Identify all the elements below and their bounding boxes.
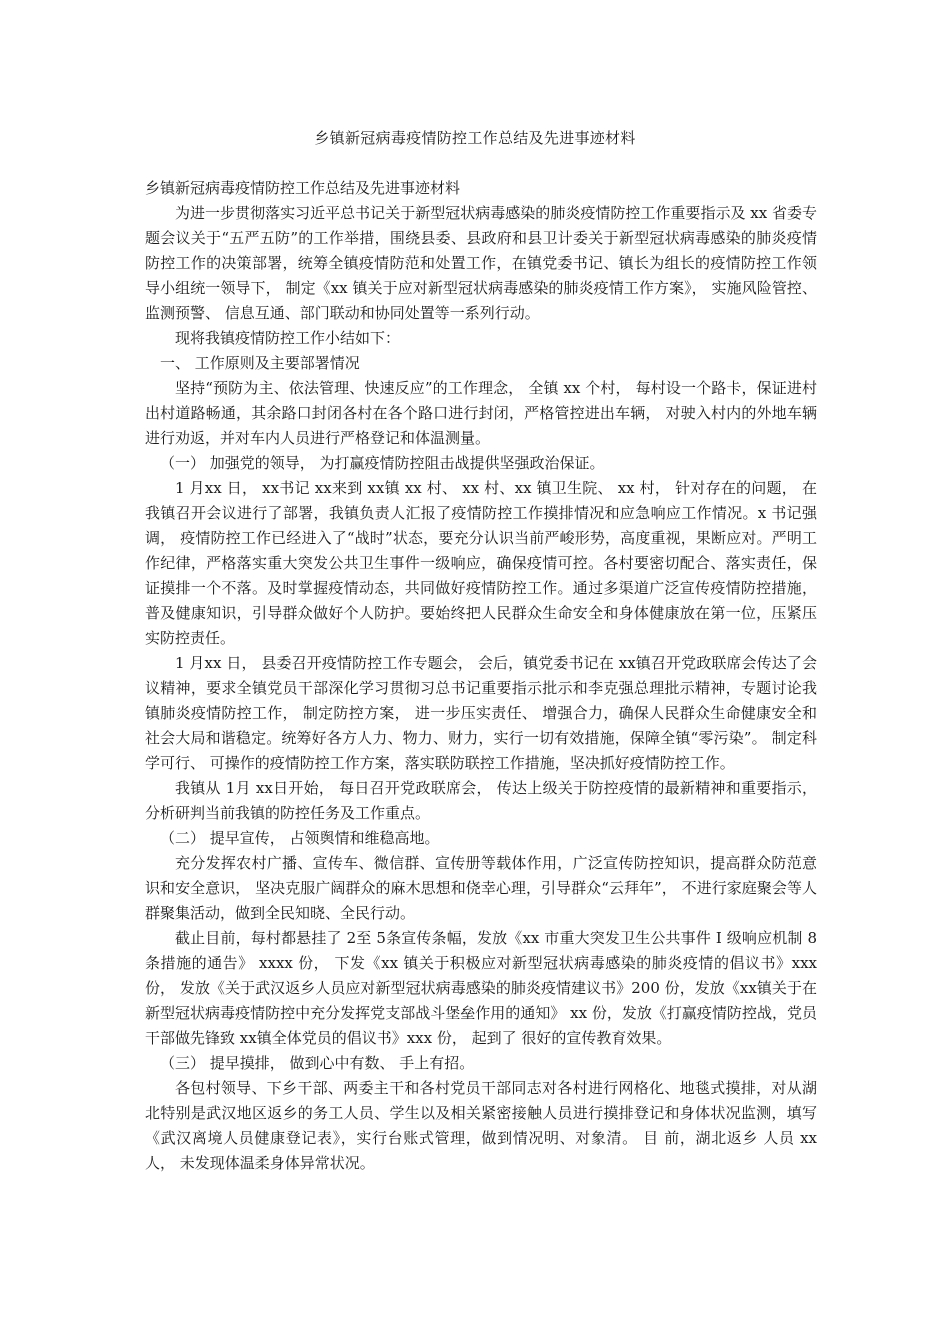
paragraph-county-meeting: 1 月xx 日， 县委召开疫情防控工作专题会， 会后，镇党委书记在 xx镇召开党政联席会传达了会议精神，要求全镇党员干部深化学习贯彻习总书记重要指示批示和李克强总理批示精神，专题讨论我镇肺炎疫情防控工作， 制定防控方案， 进一步压实责任、 增强合力，确保人民群众生命健康安全和社会大局和谐稳定。统筹好各方人力、物力、财力，实行一切有效措施，保障全镇“零污染”。 制定科学可行、 可操作的疫情防控工作方案，落实联防联控工作措施，坚决抓好疫情防控工作。 [145, 654, 817, 772]
document-body [145, 176, 817, 1176]
paragraph-principles: 坚持“预防为主、依法管理、快速反应”的工作理念， 全镇 xx 个村， 每村设一个路卡，保证进村出村道路畅通，其余路口封闭各村在各个路口进行封闭，严格管控进出车辆， 对驶入村内的外地车辆进行劝返，并对车内人员进行严格登记和体温测量。 [145, 379, 817, 447]
paragraph-banners: 截止目前，每村都悬挂了 2至 5条宣传条幅，发放《xx 市重大突发卫生公共事件 I 级响应机制 8 条措施的通告》 xxxx 份， 下发《xx 镇关于积极应对新型冠状病毒感染的肺炎疫情的倡议书》xxx 份， 发放《关于武汉返乡人员应对新型冠状病毒感染的肺炎疫情建议书》200 份，发放《xx镇关于在新型冠状病毒疫情防控中充分发挥党支部战斗堡垒作用的通知》 xx 份，发放《打赢疫情防控战，党员干部做先锋致 xx镇全体党员的倡议书》xxx 份， 起到了 很好的宣传教育效果。 [145, 929, 817, 1047]
body-heading: 乡镇新冠病毒疫情防控工作总结及先进事迹材料 [145, 179, 461, 197]
subsection-heading-3: （三） 提早摸排， 做到心中有数、 手上有招。 [160, 1054, 475, 1072]
paragraph-screening: 各包村领导、下乡干部、两委主干和各村党员干部同志对各村进行网格化、地毯式摸排，对从湖北特别是武汉地区返乡的务工人员、学生以及相关紧密接触人员进行摸排登记和身体状况监测，填写《武汉离境人员健康登记表》，实行台账式管理，做到情况明、对象清。 目 前，湖北返乡 人员 xx 人， 未发现体温柔身体异常状况。 [145, 1079, 817, 1172]
subsection-heading-1: （一） 加强党的领导， 为打赢疫情防控阻击战提供坚强政治保证。 [160, 454, 605, 472]
document-title: 乡镇新冠病毒疫情防控工作总结及先进事迹材料 [314, 129, 636, 147]
subsection-heading-2: （二） 提早宣传， 占领舆情和维稳高地。 [160, 829, 440, 847]
paragraph-intro: 为进一步贯彻落实习近平总书记关于新型冠状病毒感染的肺炎疫情防控工作重要指示及 xx 省委专题会议关于“五严五防”的工作举措，围绕县委、县政府和县卫计委关于新型冠状病毒感染的肺炎疫情防控工作的决策部署，统筹全镇疫情防范和处置工作，在镇党委书记、镇长为组长的疫情防控工作领导小组统一领导下， 制定《xx 镇关于应对新型冠状病毒感染的肺炎疫情工作方案》， 实施风险管控、 监测预警、 信息互通、部门联动和协同处置等一系列行动。 [145, 204, 817, 322]
paragraph-leadership-visit: 1 月xx 日， xx书记 xx来到 xx镇 xx 村、 xx 村、xx 镇卫生院、 xx 村， 针对存在的问题， 在我镇召开会议进行了部署，我镇负责人汇报了疫情防控工作摸排情况和应急响应工作情况。x 书记强调， 疫情防控工作已经进入了“战时”状态，要充分认识当前严峻形势，高度重视，果断应对。严明工作纪律，严格落实重大突发公共卫生事件一级响应，确保疫情可控。各村要密切配合、落实责任，保证摸排一个不落。及时掌握疫情动态，共同做好疫情防控工作。通过多渠道广泛宣传疫情防控措施，普及健康知识，引导群众做好个人防护。要始终把人民群众生命安全和身体健康放在第一位，压紧压实防控责任。 [145, 479, 817, 647]
paragraph-publicity: 充分发挥农村广播、宣传车、微信群、宣传册等载体作用，广泛宣传防控知识，提高群众防范意识和安全意识， 坚决克服广阔群众的麻木思想和侥幸心理，引导群众“云拜年”， 不进行家庭聚会等人群聚集活动，做到全民知晓、全民行动。 [145, 854, 817, 922]
section-heading-1: 一、 工作原则及主要部署情况 [160, 354, 360, 372]
paragraph-daily-meeting: 我镇从 1月 xx日开始， 每日召开党政联席会， 传达上级关于防控疫情的最新精神和重要指示，分析研判当前我镇的防控任务及工作重点。 [145, 779, 817, 822]
paragraph-summary-lead: 现将我镇疫情防控工作小结如下： [175, 329, 401, 347]
